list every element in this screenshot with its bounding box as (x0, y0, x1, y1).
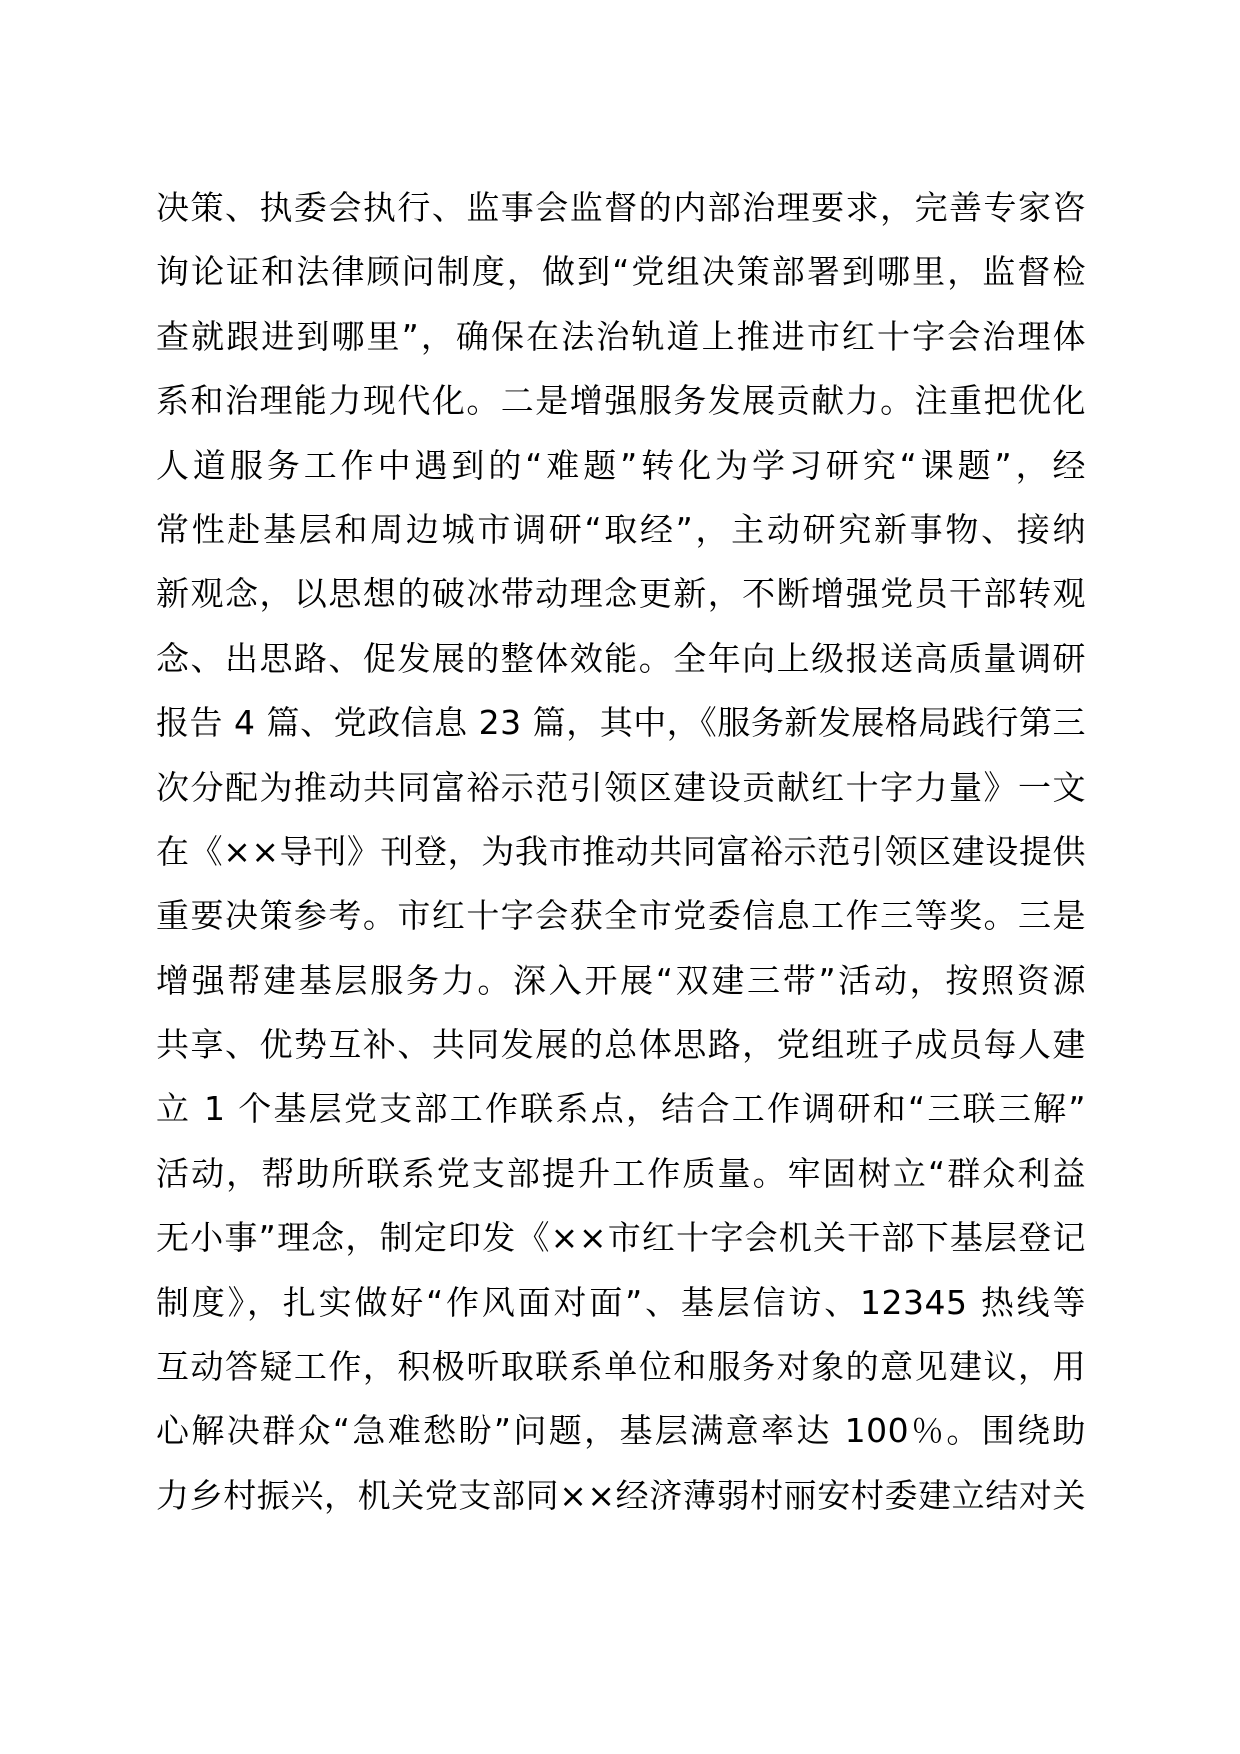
text-line: 念、出思路、促发展的整体效能。全年向上级报送高质量调研 (156, 638, 1086, 678)
text-line: 新观念，以思想的破冰带动理念更新，不断增强党员干部转观 (156, 574, 1086, 614)
text-line: 在《××导刊》刊登，为我市推动共同富裕示范引领区建设提供 (156, 831, 1086, 871)
body-paragraph (156, 176, 1086, 1528)
text-line: 系和治理能力现代化。二是增强服务发展贡献力。注重把优化 (156, 381, 1086, 421)
text-line: 决策、执委会执行、监事会监督的内部治理要求，完善专家咨 (156, 188, 1086, 227)
text-line: 次分配为推动共同富裕示范引领区建设贡献红十字力量》一文 (156, 767, 1086, 807)
text-line: 重要决策参考。市红十字会获全市党委信息工作三等奖。三是 (156, 896, 1086, 936)
text-line: 活动，帮助所联系党支部提升工作质量。牢固树立“群众利益 (156, 1153, 1086, 1193)
text-line: 无小事”理念，制定印发《××市红十字会机关干部下基层登记 (156, 1218, 1086, 1258)
text-line: 常性赴基层和周边城市调研“取经”，主动研究新事物、接纳 (156, 509, 1086, 549)
text-line: 共享、优势互补、共同发展的总体思路，党组班子成员每人建 (156, 1025, 1086, 1065)
text-line: 询论证和法律顾问制度，做到“党组决策部署到哪里，监督检 (156, 252, 1086, 292)
text-line: 人道服务工作中遇到的“难题”转化为学习研究“课题”，经 (156, 445, 1086, 485)
text-line: 立 1 个基层党支部工作联系点，结合工作调研和“三联三解” (156, 1089, 1086, 1129)
text-line: 增强帮建基层服务力。深入开展“双建三带”活动，按照资源 (156, 960, 1086, 1000)
text-line: 报告 4 篇、党政信息 23 篇，其中，《服务新发展格局践行第三 (156, 703, 1086, 743)
text-line: 力乡村振兴，机关党支部同××经济薄弱村丽安村委建立结对关 (156, 1475, 1086, 1515)
text-line: 查就跟进到哪里”，确保在法治轨道上推进市红十字会治理体 (156, 316, 1086, 356)
text-line: 心解决群众“急难愁盼”问题，基层满意率达 100％。围绕助 (156, 1411, 1086, 1451)
text-line: 制度》，扎实做好“作风面对面”、基层信访、12345 热线等 (156, 1282, 1086, 1322)
text-line: 互动答疑工作，积极听取联系单位和服务对象的意见建议，用 (156, 1347, 1086, 1387)
